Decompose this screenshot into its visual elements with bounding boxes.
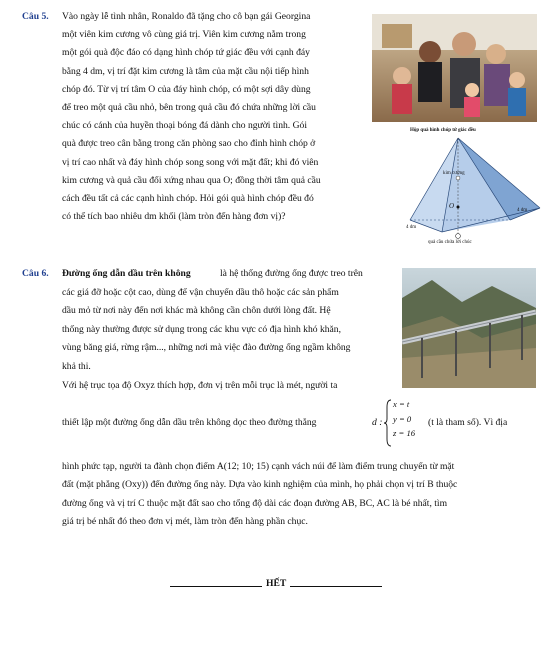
family-photo bbox=[372, 14, 537, 122]
q6-title: Đường ống dẫn dầu trên không bbox=[62, 268, 191, 279]
q6-after-line: đất (mặt phẳng (Oxy)) đến đường ống này. Dựa vào kinh nghiệm của mình, họ phải chọn vị trí B thuộc bbox=[62, 479, 458, 491]
q5-body-line: kim cương và quả cầu đối xứng nhau qua O; đồng thời tâm quả cầu bbox=[62, 174, 321, 186]
q6-body-line: các giá đỡ hoặc cột cao, dùng để vận chuyển dầu thô hoặc các sản phẩm bbox=[62, 286, 339, 298]
q5-body-line: có thể tích bao nhiêu dm khối (làm tròn đến hàng đơn vị)? bbox=[62, 211, 286, 223]
q6-line-before-system: thiết lập một đường ống dẫn dầu trên không dọc theo đường thẳng bbox=[62, 417, 317, 428]
base-length-label: 4 dm bbox=[406, 225, 417, 230]
q5-body-line: một gói quà độc đáo có dạng hình chóp tứ giác đều với cạnh đáy bbox=[62, 47, 310, 59]
q6-label: Câu 6. bbox=[22, 268, 49, 279]
end-line-right bbox=[290, 586, 382, 587]
q5-body-line: vị trí cao nhất và đáy hình chóp song song với mặt đất; khi đó viên bbox=[62, 156, 319, 168]
ball-label: quả cầu chứa lời chúc bbox=[428, 240, 472, 245]
q5-body-line: chúc có cánh của huyền thoại bóng đá dành cho người tình. Gói bbox=[62, 120, 307, 132]
line-d-label: d : bbox=[372, 417, 383, 428]
parametric-system bbox=[393, 399, 415, 439]
q6-after-line: giá trị bé nhất đó theo đơn vị mét, làm tròn đến hàng phần chục. bbox=[62, 516, 308, 528]
pyramid-figure bbox=[400, 136, 550, 244]
side-length-label: 4 dm bbox=[517, 208, 528, 213]
q6-after-line: hình phức tạp, người ta đành chọn điểm A(12; 10; 15) cạnh vách núi để làm điểm trung chuyển từ mặt bbox=[62, 461, 455, 472]
q5-body-line: một viên kim cương vô cùng giá trị. Viên kim cương nằm trong bbox=[62, 29, 306, 41]
q5-body-line: bằng 4 dm, vị trí đặt kim cương là tâm của mặt cầu nội tiếp hình bbox=[62, 65, 309, 77]
end-line-left bbox=[170, 586, 262, 587]
q5-body-line: chóp đó. Từ vị trí tâm O của đáy hình chóp, có một sợi dây dùng bbox=[62, 83, 311, 95]
system-brace bbox=[384, 399, 392, 447]
q6-body-line: thống này thường được sử dụng trong các khu vực có địa hình khó khăn, bbox=[62, 323, 342, 335]
pipeline-photo bbox=[402, 268, 536, 388]
q6-body-line: dầu mỏ từ nơi này đến nơi khác mà không cần chôn dưới lòng đất. Hệ bbox=[62, 305, 331, 317]
system-row-x: x = t bbox=[393, 399, 410, 409]
end-text: HẾT bbox=[266, 578, 287, 589]
q6-param-note: (t là tham số). Vì địa bbox=[428, 417, 508, 428]
q6-body-line: là hệ thống đường ống được treo trên bbox=[220, 268, 363, 279]
center-o-label: O bbox=[449, 202, 455, 210]
q5-body-line: quà được treo cân bằng trong căn phòng sao cho đỉnh hình chóp ở bbox=[62, 138, 316, 150]
system-row-y: y = 0 bbox=[393, 413, 412, 424]
q6-body-line: Với hệ trục tọa độ Oxyz thích hợp, đơn vị trên mỗi trục là mét, người ta bbox=[62, 379, 338, 391]
q5-body-line: Vào ngày lễ tình nhân, Ronaldo đã tặng cho cô bạn gái Georgina bbox=[62, 11, 311, 22]
q5-label: Câu 5. bbox=[22, 11, 49, 22]
q6-after-line: đường ống và vị trí C thuộc mặt đất sao cho tổng độ dài các đoạn đường AB, BC, AC là bé nhất, tìm bbox=[62, 497, 448, 509]
q6-body-line: vùng băng giá, rừng rậm..., những nơi mà việc đào đường ống ngầm không bbox=[62, 342, 351, 354]
q6-body-line: khả thi. bbox=[62, 361, 91, 372]
q5-body-line: cách đều tất cả các cạnh hình chóp. Hỏi gói quà hình chóp đều đó bbox=[62, 193, 314, 204]
pyramid-figure-title: Hộp quà hình chóp tứ giác đều bbox=[410, 128, 476, 133]
diamond-label: kim cương bbox=[443, 171, 465, 176]
q5-body-line: để treo một quả cầu nhỏ, bên trong quả cầu đó chứa những lời cầu bbox=[62, 102, 316, 113]
system-row-z: z = 16 bbox=[393, 428, 416, 438]
